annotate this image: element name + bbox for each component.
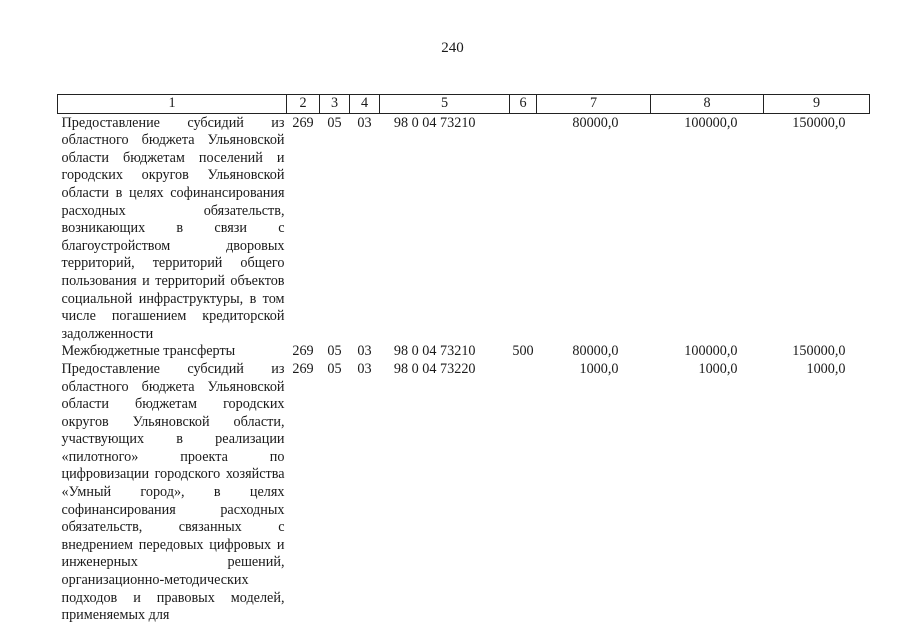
row-year2: 100000,0 (684, 343, 738, 360)
row-year1: 80000,0 (572, 343, 619, 360)
header-cell-4: 4 (350, 95, 380, 114)
row-year2: 100000,0 (684, 114, 738, 131)
row-year3: 150000,0 (792, 343, 846, 360)
row-csr: 98 0 04 73210 (393, 114, 476, 131)
row-vr: 500 (512, 343, 534, 360)
header-cell-2: 2 (287, 95, 320, 114)
row-name: Предоставление субсидий из областного бюджета Ульяновской области бюджетам городских округов Ульяновской области, участвующих в реализации «пилотного» проекта по цифровизации городского хозяйства «Умный город», в целях софинансирования расходных обязательств, связанных с внедрением передовых цифровых и инженерных решений, организационно-методических подходов и правовых моделей, применяемых для (61, 360, 285, 624)
row-year3: 1000,0 (806, 360, 846, 377)
row-name: Предоставление субсидий из областного бюджета Ульяновской области бюджетам поселений и городских округов Ульяновской области в целях софинансирования расходных обязательств, возникающих в связи с благоустройством дворовых территорий, территорий общего пользования и территорий объектов социальной инфраструктуры, в том числе погашением кредиторской задолженности (61, 114, 285, 342)
page-number: 240 (441, 40, 464, 56)
row-rz: 05 (327, 343, 342, 360)
row-gr: 269 (292, 360, 314, 377)
row-gr: 269 (292, 343, 314, 360)
row-pr: 03 (357, 114, 372, 131)
table-row (58, 343, 870, 361)
row-rz: 05 (327, 360, 342, 377)
table-row (58, 361, 870, 625)
row-year1: 80000,0 (572, 114, 619, 131)
row-gr: 269 (292, 114, 314, 131)
row-year3: 150000,0 (792, 114, 846, 131)
row-csr: 98 0 04 73210 (393, 343, 476, 360)
header-cell-8: 8 (651, 95, 764, 114)
budget-table (57, 94, 870, 625)
row-vr (510, 113, 537, 343)
row-vr (510, 361, 537, 625)
header-cell-5: 5 (380, 95, 510, 114)
row-year2: 1000,0 (698, 360, 738, 377)
table-row (58, 113, 870, 343)
row-csr: 98 0 04 73220 (393, 360, 476, 377)
row-pr: 03 (357, 343, 372, 360)
row-rz: 05 (327, 114, 342, 131)
header-cell-6: 6 (510, 95, 537, 114)
header-cell-7: 7 (537, 95, 651, 114)
header-cell-9: 9 (764, 95, 870, 114)
row-pr: 03 (357, 360, 372, 377)
header-cell-3: 3 (320, 95, 350, 114)
row-name: Межбюджетные трансферты (61, 343, 236, 360)
header-row (58, 95, 870, 114)
header-cell-1: 1 (58, 95, 287, 114)
row-year1: 1000,0 (579, 360, 619, 377)
